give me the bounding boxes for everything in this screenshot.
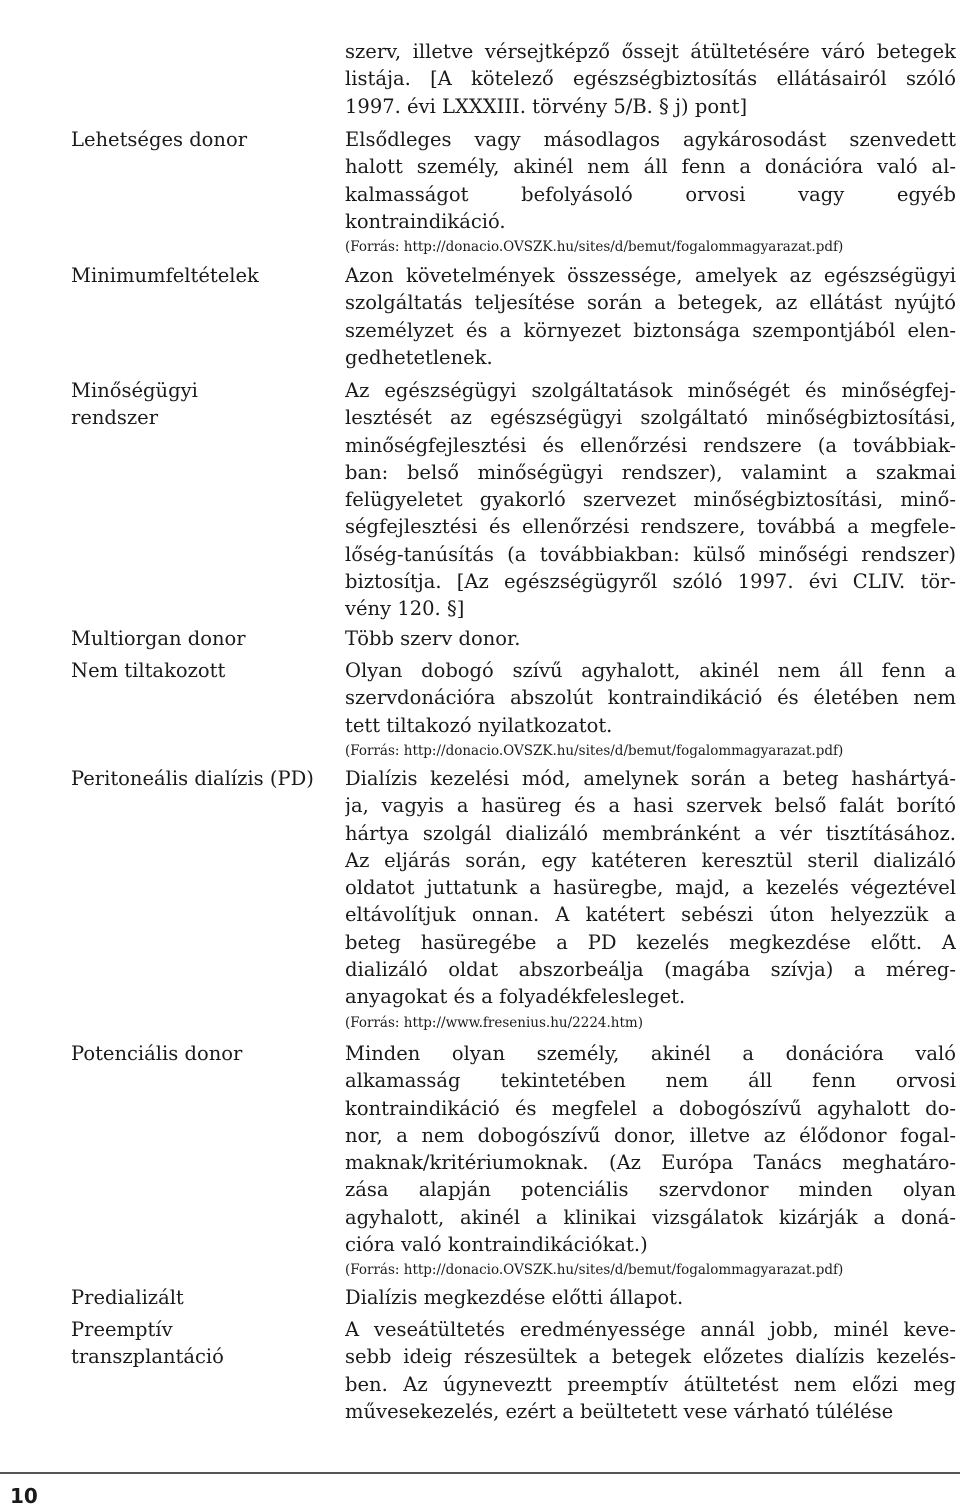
term-line: Lehetséges donor: [71, 128, 248, 151]
term-line: Minőségügyi: [71, 379, 198, 402]
glossary-definition: [345, 38, 956, 120]
glossary-term: [71, 126, 341, 153]
glossary-term: [71, 1316, 341, 1371]
definition-line: szolgáltatás teljesítése során a betegek, az ellátást nyújtó: [345, 291, 956, 315]
definition-line: oldatot juttatunk a hasüregbe, majd, a kezelés végeztével: [345, 876, 956, 900]
definition-line: listája. [A kötelező egészségbiztosítás ellátásairól szóló: [345, 67, 956, 91]
glossary-definition: [345, 1284, 956, 1311]
definition-line: beteg hasüregébe a PD kezelés megkezdése előtt. A: [345, 930, 956, 954]
definition-line: agyhalott, akinél a klinikai vizsgálatok kizárják a doná-: [345, 1205, 956, 1229]
glossary-term: [71, 262, 341, 289]
definition-line: ban: belső minőségügyi rendszer), valamint a szakmai: [345, 460, 956, 484]
definition-line: kontraindikáció és megfelel a dobogószívű agyhalott do-: [345, 1096, 956, 1120]
definition-line: Dialízis kezelési mód, amelynek során a beteg hashártyá-: [345, 767, 956, 790]
definition-line: hártya szolgál dializáló membránként a vér tisztításához.: [345, 821, 956, 845]
definition-line: Elsődleges vagy másodlagos agykárosodást szenvedett: [345, 128, 956, 151]
definition-line: 1997. évi LXXXIII. törvény 5/B. § j) pont]: [345, 94, 748, 118]
definition-line: Az egészségügyi szolgáltatások minőségét és minőségfej-: [345, 379, 956, 402]
term-line: Minimumfeltételek: [71, 264, 259, 287]
definition-line: szervdonációra abszolút kontraindikáció és életében nem: [345, 686, 956, 710]
definition-line: anyagokat és a folyadékfelesleget.: [345, 985, 686, 1009]
definition-line: kalmasságot befolyásoló orvosi vagy egyéb: [345, 182, 956, 206]
term-line: Peritoneális dialízis (PD): [71, 767, 314, 790]
source-citation: (Forrás: http://donacio.OVSZK.hu/sites/d/bemut/fogalommagyarazat.pdf): [345, 1262, 844, 1279]
definition-line: Dialízis megkezdése előtti állapot.: [345, 1286, 684, 1309]
term-line: Nem tiltakozott: [71, 659, 226, 682]
glossary-term: [71, 657, 341, 684]
glossary-definition: [345, 377, 956, 623]
footer-rule: [0, 1472, 960, 1474]
source-citation: (Forrás: http://www.fresenius.hu/2224.htm): [345, 1014, 643, 1031]
definition-line: ségfejlesztési és ellenőrzési rendszere, továbbá a megfele-: [345, 515, 956, 539]
definition-line: sebb ideig részesültek a betegek előzetes dialízis kezelés-: [345, 1345, 956, 1369]
definition-line: halott személy, akinél nem áll fenn a donációra való al-: [345, 155, 956, 179]
definition-line: tett tiltakozó nyilatkozatot.: [345, 713, 613, 737]
glossary-definition: [345, 657, 956, 761]
glossary-term: [71, 377, 341, 432]
definition-line: szerv, illetve vérsejtképző őssejt átültetésére váró betegek: [345, 40, 956, 63]
definition-line: nor, a nem dobogószívű donor, illetve az élődonor fogal-: [345, 1123, 956, 1147]
glossary-definition: [345, 262, 956, 371]
definition-line: A veseátültetés eredményessége annál jobb, minél keve-: [345, 1318, 956, 1341]
source-citation: (Forrás: http://donacio.OVSZK.hu/sites/d/bemut/fogalommagyarazat.pdf): [345, 239, 844, 256]
definition-line: lesztését az egészségügyi szolgáltató minőségbiztosítási,: [345, 406, 956, 430]
glossary-definition: [345, 1316, 956, 1425]
definition-line: eltávolítjuk onnan. A katétert sebészi úton helyezzük a: [345, 903, 956, 927]
term-line: rendszer: [71, 406, 159, 430]
definition-line: művesekezelés, ezért a beültetett vese várható túlélése: [345, 1399, 894, 1423]
glossary-term: [71, 625, 341, 652]
definition-line: felügyeletet gyakorló szervezet minőségbiztosítási, minő-: [345, 488, 956, 512]
glossary-definition: [345, 625, 956, 652]
glossary-term: [71, 1284, 341, 1311]
definition-line: zása alapján potenciális szervdonor minden olyan: [345, 1178, 956, 1202]
definition-line: biztosítja. [Az egészségügyről szóló 1997. évi CLIV. tör-: [345, 570, 956, 594]
definition-line: minőségfejlesztési és ellenőrzési rendszere (a továbbiak-: [345, 433, 956, 457]
glossary-definition: [345, 765, 956, 1033]
glossary-definition: [345, 126, 956, 257]
glossary-term: [71, 765, 341, 792]
term-line: Predializált: [71, 1286, 184, 1309]
term-line: Preemptív: [71, 1318, 173, 1341]
definition-line: Azon követelmények összessége, amelyek az egészségügyi: [345, 264, 956, 287]
definition-line: cióra való kontraindikációkat.): [345, 1233, 648, 1257]
glossary-term: [71, 1040, 341, 1067]
definition-line: Az eljárás során, egy katéteren keresztül steril dializáló: [345, 848, 956, 872]
glossary-definition: [345, 1040, 956, 1280]
definition-line: maknak/kritériumoknak. (Az Európa Tanács meghatáro-: [345, 1151, 956, 1175]
definition-line: alkamasság tekintetében nem áll fenn orvosi: [345, 1069, 956, 1093]
definition-line: ben. Az úgyneveztt preemptív átültetést nem előzi meg: [345, 1372, 956, 1396]
definition-line: dializáló oldat abszorbeálja (magába szívja) a méreg-: [345, 958, 956, 982]
page-number: 10: [10, 1484, 38, 1508]
definition-line: Több szerv donor.: [345, 627, 521, 650]
term-line: Multiorgan donor: [71, 627, 246, 650]
definition-line: Minden olyan személy, akinél a donációra való: [345, 1042, 956, 1065]
definition-line: gedhetetlenek.: [345, 345, 493, 369]
definition-line: Olyan dobogó szívű agyhalott, akinél nem áll fenn a: [345, 659, 956, 682]
term-line: transzplantáció: [71, 1345, 224, 1369]
definition-line: vény 120. §]: [345, 597, 465, 621]
definition-line: lőség-tanúsítás (a továbbiakban: külső minőségi rendszer): [345, 542, 956, 566]
source-citation: (Forrás: http://donacio.OVSZK.hu/sites/d/bemut/fogalommagyarazat.pdf): [345, 742, 844, 759]
definition-line: kontraindikáció.: [345, 209, 506, 233]
term-line: Potenciális donor: [71, 1042, 243, 1065]
definition-line: személyzet és a környezet biztonsága szempontjából elen-: [345, 318, 956, 342]
definition-line: ja, vagyis a hasüreg és a hasi szervek belső falát borító: [345, 794, 956, 818]
